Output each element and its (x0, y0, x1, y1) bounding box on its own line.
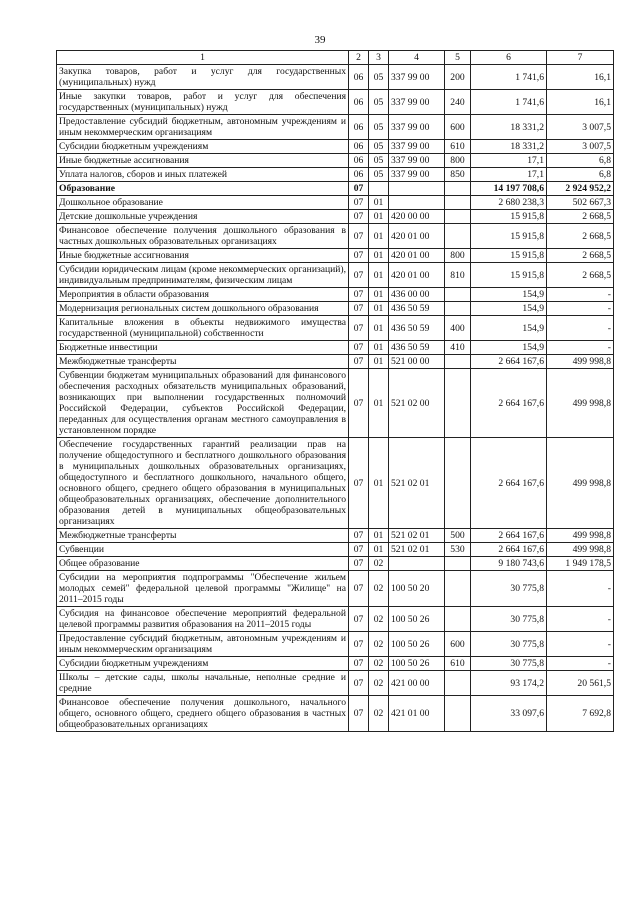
row-section-code (369, 182, 389, 196)
row-target-article: 421 00 00 (389, 671, 445, 696)
row-amount-period: 499 998,8 (547, 543, 614, 557)
row-amount-year: 18 331,2 (471, 140, 547, 154)
row-target-article: 421 01 00 (389, 696, 445, 732)
table-row (57, 369, 614, 438)
row-amount-year: 2 664 167,6 (471, 369, 547, 438)
row-section-code: 01 (369, 529, 389, 543)
row-expense-type: 800 (445, 154, 471, 168)
row-section-code: 02 (369, 571, 389, 607)
header-col-4: 4 (389, 51, 445, 65)
table-header-row (57, 51, 614, 65)
table-row (57, 224, 614, 249)
row-ved-code: 07 (349, 529, 369, 543)
row-amount-year: 18 331,2 (471, 115, 547, 140)
row-amount-period: 499 998,8 (547, 438, 614, 529)
row-section-code: 01 (369, 369, 389, 438)
row-amount-period: 20 561,5 (547, 671, 614, 696)
row-expense-type (445, 288, 471, 302)
table-row (57, 632, 614, 657)
budget-table (56, 50, 614, 732)
row-amount-year: 2 664 167,6 (471, 543, 547, 557)
row-section-code: 05 (369, 90, 389, 115)
row-ved-code: 07 (349, 288, 369, 302)
table-row (57, 288, 614, 302)
row-name: Школы – детские сады, школы начальные, неполные средние и средние (57, 671, 349, 696)
row-amount-period: - (547, 302, 614, 316)
row-ved-code: 07 (349, 557, 369, 571)
row-name: Закупка товаров, работ и услуг для государственных (муниципальных) нужд (57, 65, 349, 90)
row-name: Общее образование (57, 557, 349, 571)
row-ved-code: 07 (349, 341, 369, 355)
row-expense-type (445, 196, 471, 210)
row-ved-code: 07 (349, 316, 369, 341)
table-row (57, 302, 614, 316)
table-body (57, 65, 614, 732)
row-ved-code: 07 (349, 263, 369, 288)
row-target-article: 337 99 00 (389, 90, 445, 115)
row-expense-type: 810 (445, 263, 471, 288)
row-expense-type (445, 696, 471, 732)
row-ved-code: 07 (349, 249, 369, 263)
row-ved-code: 07 (349, 696, 369, 732)
row-section-code: 01 (369, 355, 389, 369)
table-row (57, 168, 614, 182)
header-col-7: 7 (547, 51, 614, 65)
row-section-code: 05 (369, 115, 389, 140)
row-amount-year: 15 915,8 (471, 210, 547, 224)
row-ved-code: 06 (349, 115, 369, 140)
row-target-article: 521 02 01 (389, 529, 445, 543)
row-expense-type (445, 671, 471, 696)
row-amount-period: 6,8 (547, 168, 614, 182)
row-expense-type: 500 (445, 529, 471, 543)
row-target-article: 100 50 26 (389, 632, 445, 657)
row-amount-period: 499 998,8 (547, 369, 614, 438)
row-ved-code: 06 (349, 154, 369, 168)
row-target-article: 337 99 00 (389, 140, 445, 154)
row-name: Финансовое обеспечение получения дошкольного, начального общего, основного общего, среднего общего образования в частных общеобразовательных организациях (57, 696, 349, 732)
row-amount-period: - (547, 341, 614, 355)
row-name: Субсидии бюджетным учреждениям (57, 657, 349, 671)
row-name: Дошкольное образование (57, 196, 349, 210)
row-expense-type (445, 210, 471, 224)
row-ved-code: 06 (349, 140, 369, 154)
row-expense-type: 400 (445, 316, 471, 341)
row-ved-code: 06 (349, 65, 369, 90)
header-col-3: 3 (369, 51, 389, 65)
row-target-article: 420 01 00 (389, 249, 445, 263)
row-target-article: 436 50 59 (389, 341, 445, 355)
row-expense-type (445, 438, 471, 529)
row-expense-type: 850 (445, 168, 471, 182)
row-amount-year: 2 680 238,3 (471, 196, 547, 210)
row-section-code: 01 (369, 263, 389, 288)
table-row (57, 543, 614, 557)
header-col-2: 2 (349, 51, 369, 65)
row-expense-type: 610 (445, 140, 471, 154)
row-section-code: 01 (369, 341, 389, 355)
row-target-article (389, 182, 445, 196)
row-amount-period: 16,1 (547, 65, 614, 90)
row-section-code: 01 (369, 196, 389, 210)
row-target-article: 337 99 00 (389, 168, 445, 182)
row-ved-code: 07 (349, 607, 369, 632)
row-amount-year: 154,9 (471, 316, 547, 341)
row-amount-year: 2 664 167,6 (471, 355, 547, 369)
row-target-article: 337 99 00 (389, 115, 445, 140)
row-ved-code: 07 (349, 657, 369, 671)
row-name: Мероприятия в области образования (57, 288, 349, 302)
row-target-article: 337 99 00 (389, 154, 445, 168)
row-expense-type (445, 571, 471, 607)
row-ved-code: 07 (349, 438, 369, 529)
row-amount-period: 502 667,3 (547, 196, 614, 210)
row-section-code: 01 (369, 543, 389, 557)
row-target-article (389, 557, 445, 571)
row-section-code: 05 (369, 168, 389, 182)
row-ved-code: 07 (349, 302, 369, 316)
row-amount-year: 30 775,8 (471, 607, 547, 632)
row-amount-year: 15 915,8 (471, 263, 547, 288)
row-name: Субсидии юридическим лицам (кроме некоммерческих организаций), индивидуальным предпринимателям, физическим лицам (57, 263, 349, 288)
row-amount-period: 2 668,5 (547, 224, 614, 249)
table-row (57, 65, 614, 90)
row-ved-code: 07 (349, 571, 369, 607)
row-expense-type: 600 (445, 632, 471, 657)
row-name: Финансовое обеспечение получения дошкольного образования в частных дошкольных образовательных организациях (57, 224, 349, 249)
row-target-article: 521 02 00 (389, 369, 445, 438)
header-col-1: 1 (57, 51, 349, 65)
page-number: 39 (314, 34, 326, 46)
row-expense-type (445, 369, 471, 438)
row-target-article: 100 50 26 (389, 657, 445, 671)
row-name: Образование (57, 182, 349, 196)
row-name: Субсидия на финансовое обеспечение мероприятий федеральной целевой программы развития образования на 2011–2015 годы (57, 607, 349, 632)
row-amount-period: 7 692,8 (547, 696, 614, 732)
table-row (57, 571, 614, 607)
row-expense-type: 610 (445, 657, 471, 671)
row-section-code: 01 (369, 302, 389, 316)
row-name: Бюджетные инвестиции (57, 341, 349, 355)
row-amount-year: 154,9 (471, 302, 547, 316)
row-amount-year: 1 741,6 (471, 90, 547, 115)
row-target-article: 337 99 00 (389, 65, 445, 90)
row-expense-type: 240 (445, 90, 471, 115)
row-target-article: 100 50 26 (389, 607, 445, 632)
table-row (57, 263, 614, 288)
row-amount-period: - (547, 316, 614, 341)
row-amount-period: - (547, 632, 614, 657)
row-expense-type (445, 607, 471, 632)
row-amount-year: 17,1 (471, 168, 547, 182)
row-section-code: 05 (369, 154, 389, 168)
table-row (57, 115, 614, 140)
row-target-article: 521 02 01 (389, 438, 445, 529)
row-expense-type (445, 182, 471, 196)
row-amount-period: 16,1 (547, 90, 614, 115)
row-amount-period: - (547, 607, 614, 632)
row-name: Иные бюджетные ассигнования (57, 154, 349, 168)
table-row (57, 196, 614, 210)
row-name: Иные закупки товаров, работ и услуг для обеспечения государственных (муниципальных) нужд (57, 90, 349, 115)
row-amount-year: 2 664 167,6 (471, 529, 547, 543)
row-amount-period: - (547, 571, 614, 607)
row-amount-year: 154,9 (471, 288, 547, 302)
row-amount-year: 93 174,2 (471, 671, 547, 696)
row-name: Обеспечение государственных гарантий реализации прав на получение общедоступного и бесплатного дошкольного образования в муниципальных дошкольных образовательных организациях, общедоступного и бесплатного дошкольного, начального общего, основного общего, среднего общего образования в муниципальных общеобразовательных организациях, обеспечение дополнительного образования детей в муниципальных общеобразовательных организациях (57, 438, 349, 529)
row-name: Иные бюджетные ассигнования (57, 249, 349, 263)
row-amount-year: 17,1 (471, 154, 547, 168)
row-amount-period: 499 998,8 (547, 355, 614, 369)
row-amount-period: 2 924 952,2 (547, 182, 614, 196)
row-amount-year: 30 775,8 (471, 632, 547, 657)
header-col-5: 5 (445, 51, 471, 65)
row-expense-type (445, 557, 471, 571)
row-name: Межбюджетные трансферты (57, 355, 349, 369)
row-amount-year: 9 180 743,6 (471, 557, 547, 571)
row-expense-type: 600 (445, 115, 471, 140)
table-row (57, 154, 614, 168)
row-target-article: 420 01 00 (389, 263, 445, 288)
row-amount-period: - (547, 288, 614, 302)
row-ved-code: 07 (349, 224, 369, 249)
row-target-article: 420 00 00 (389, 210, 445, 224)
row-amount-period: - (547, 657, 614, 671)
row-target-article: 420 01 00 (389, 224, 445, 249)
row-name: Детские дошкольные учреждения (57, 210, 349, 224)
row-name: Уплата налогов, сборов и иных платежей (57, 168, 349, 182)
row-amount-period: 2 668,5 (547, 249, 614, 263)
row-amount-year: 2 664 167,6 (471, 438, 547, 529)
table-row (57, 671, 614, 696)
row-section-code: 02 (369, 696, 389, 732)
row-target-article: 436 00 00 (389, 288, 445, 302)
row-amount-year: 154,9 (471, 341, 547, 355)
row-ved-code: 07 (349, 632, 369, 657)
row-amount-year: 30 775,8 (471, 657, 547, 671)
row-section-code: 01 (369, 224, 389, 249)
row-ved-code: 06 (349, 90, 369, 115)
row-section-code: 01 (369, 249, 389, 263)
row-section-code: 02 (369, 607, 389, 632)
row-section-code: 01 (369, 438, 389, 529)
row-amount-year: 14 197 708,6 (471, 182, 547, 196)
row-target-article: 436 50 59 (389, 302, 445, 316)
table-row (57, 557, 614, 571)
row-expense-type (445, 355, 471, 369)
table-row (57, 140, 614, 154)
row-name: Межбюджетные трансферты (57, 529, 349, 543)
row-expense-type: 800 (445, 249, 471, 263)
row-amount-period: 2 668,5 (547, 263, 614, 288)
table-row (57, 210, 614, 224)
row-ved-code: 06 (349, 168, 369, 182)
table-row (57, 182, 614, 196)
row-target-article: 100 50 20 (389, 571, 445, 607)
row-ved-code: 07 (349, 196, 369, 210)
table-row (57, 607, 614, 632)
row-ved-code: 07 (349, 182, 369, 196)
row-section-code: 02 (369, 632, 389, 657)
row-name: Предоставление субсидий бюджетным, автономным учреждениям и иным некоммерческим организациям (57, 632, 349, 657)
row-amount-year: 1 741,6 (471, 65, 547, 90)
row-amount-period: 3 007,5 (547, 115, 614, 140)
row-target-article: 521 02 01 (389, 543, 445, 557)
row-amount-year: 30 775,8 (471, 571, 547, 607)
row-ved-code: 07 (349, 355, 369, 369)
table-row (57, 316, 614, 341)
row-name: Субсидии бюджетным учреждениям (57, 140, 349, 154)
row-amount-period: 2 668,5 (547, 210, 614, 224)
row-expense-type: 410 (445, 341, 471, 355)
table-row (57, 529, 614, 543)
row-expense-type (445, 224, 471, 249)
row-amount-year: 15 915,8 (471, 249, 547, 263)
row-ved-code: 07 (349, 369, 369, 438)
row-target-article (389, 196, 445, 210)
table-row (57, 657, 614, 671)
table-row (57, 249, 614, 263)
row-amount-period: 499 998,8 (547, 529, 614, 543)
row-target-article: 436 50 59 (389, 316, 445, 341)
row-ved-code: 07 (349, 671, 369, 696)
row-amount-period: 3 007,5 (547, 140, 614, 154)
header-col-6: 6 (471, 51, 547, 65)
table-row (57, 90, 614, 115)
table-row (57, 355, 614, 369)
table-row (57, 696, 614, 732)
row-section-code: 01 (369, 316, 389, 341)
row-amount-period: 6,8 (547, 154, 614, 168)
row-ved-code: 07 (349, 543, 369, 557)
row-amount-period: 1 949 178,5 (547, 557, 614, 571)
row-name: Капитальные вложения в объекты недвижимого имущества государственной (муниципальной) собственности (57, 316, 349, 341)
row-section-code: 01 (369, 288, 389, 302)
row-name: Субвенции (57, 543, 349, 557)
table-row (57, 438, 614, 529)
row-name: Субвенции бюджетам муниципальных образований для финансового обеспечения расходных обязательств муниципальных образований, возникающих при выполнении государственных полномочий Российской Федерации, субъектов Российской Федерации, переданных для осуществления органам местного самоуправления в установленном порядке (57, 369, 349, 438)
row-ved-code: 07 (349, 210, 369, 224)
row-section-code: 02 (369, 557, 389, 571)
row-target-article: 521 00 00 (389, 355, 445, 369)
row-name: Модернизация региональных систем дошкольного образования (57, 302, 349, 316)
table-row (57, 341, 614, 355)
row-amount-year: 15 915,8 (471, 224, 547, 249)
row-expense-type (445, 302, 471, 316)
row-name: Субсидии на мероприятия подпрограммы "Обеспечение жильем молодых семей" федеральной целевой программы "Жилище" на 2011–2015 годы (57, 571, 349, 607)
row-amount-year: 33 097,6 (471, 696, 547, 732)
row-section-code: 05 (369, 65, 389, 90)
row-section-code: 05 (369, 140, 389, 154)
row-name: Предоставление субсидий бюджетным, автономным учреждениям и иным некоммерческим организациям (57, 115, 349, 140)
row-section-code: 02 (369, 657, 389, 671)
row-section-code: 02 (369, 671, 389, 696)
row-expense-type: 530 (445, 543, 471, 557)
row-section-code: 01 (369, 210, 389, 224)
row-expense-type: 200 (445, 65, 471, 90)
